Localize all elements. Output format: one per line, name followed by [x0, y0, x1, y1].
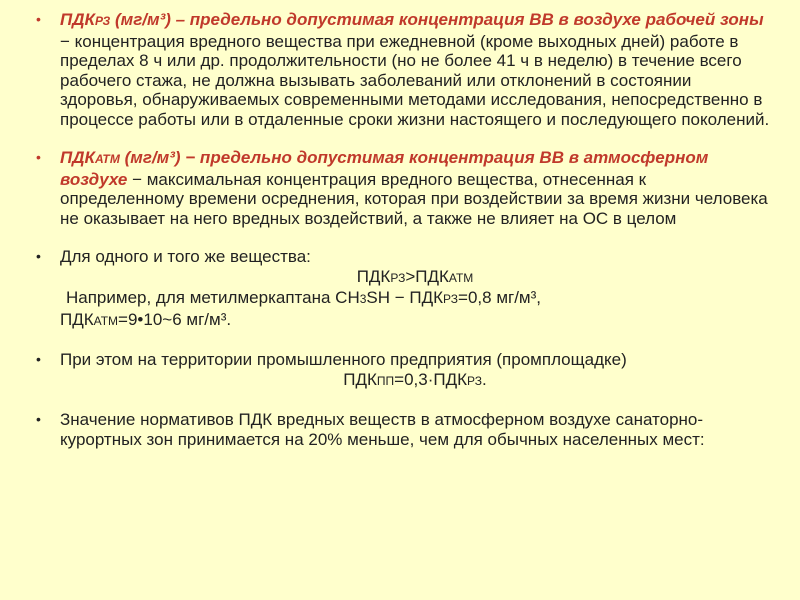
bullet-resort-zones: [36, 410, 770, 449]
term-part: ПДК: [60, 148, 95, 167]
term-subscript: РЗ: [94, 14, 111, 28]
example-subscript: АТМ: [93, 313, 119, 328]
formula-part: =0,3·ПДК: [394, 369, 467, 389]
example-subscript: РЗ: [443, 292, 459, 306]
formula-part: ПДК: [343, 369, 377, 389]
bullet-text: Для одного и того же вещества:: [60, 247, 311, 266]
bullet-pdk-rz: [36, 10, 770, 129]
definition-text: − максимальная концентрация вредного вещества, отнесенная к определенному времени осреднения, которая при воздействии за время жизни человека не оказывает на него вредных воздействий, а также не влияет на ОС в целом: [60, 169, 768, 228]
example-line: [60, 288, 770, 310]
term-pdk-rz: [60, 10, 764, 29]
formula-part: .: [482, 369, 487, 389]
formula-pdk-pp: [60, 370, 770, 392]
formula-comparison: [60, 267, 770, 289]
example-line-2: [60, 310, 770, 332]
bullet-marker: •: [36, 11, 41, 27]
formula-subscript: ПП: [376, 373, 395, 388]
example-part: =0,8 мг/м³,: [458, 288, 541, 307]
bullet-marker: •: [36, 248, 41, 264]
formula-part: >ПДК: [405, 266, 449, 286]
bullet-marker: •: [36, 411, 41, 427]
example-part: SH − ПДК: [366, 288, 444, 307]
formula-part: ПДК: [356, 266, 391, 286]
term-part: ПДК: [60, 10, 95, 29]
term-part: (мг/м³) − предельно допустимая концентрация ВВ в атмосферном воздухе: [60, 148, 709, 189]
bullet-marker: •: [36, 351, 41, 367]
bullet-pdk-atm: [36, 148, 770, 228]
formula-subscript: РЗ: [467, 373, 482, 388]
bullet-text: При этом на территории промышленного предприятия (промплощадке): [60, 350, 627, 369]
example-part: Например, для метилмеркаптана СН: [66, 288, 360, 307]
term-subscript: АТМ: [94, 152, 120, 166]
example-subscript: 3: [359, 292, 367, 306]
term-part: (мг/м³) – предельно допустимая концентрация ВВ в воздухе рабочей зоны: [110, 10, 764, 29]
formula-subscript: РЗ: [390, 270, 406, 285]
formula-subscript: АТМ: [448, 270, 474, 285]
example-part: =9•10~6 мг/м³.: [118, 309, 232, 329]
bullet-industrial-site: [36, 350, 770, 391]
bullet-marker: •: [36, 149, 41, 165]
bullet-same-substance: [36, 247, 770, 331]
bullet-text: Значение нормативов ПДК вредных веществ в атмосферном воздухе санаторно-курортных зон принимается на 20% меньше, чем для обычных населенных мест:: [60, 410, 705, 449]
definition-text: − концентрация вредного вещества при ежедневной (кроме выходных дней) работе в пределах 8 ч или др. продолжительности (но не более 41 ч в неделю) в течение всего рабочего стажа, не должна вызывать заболеваний или отклонений в состоянии здоровья, обнаруживаемых современными методами исследования, непосредственно в процессе работы или в отдаленные сроки жизни настоящего и последующего поколений.: [60, 31, 770, 129]
example-part: ПДК: [60, 309, 94, 329]
